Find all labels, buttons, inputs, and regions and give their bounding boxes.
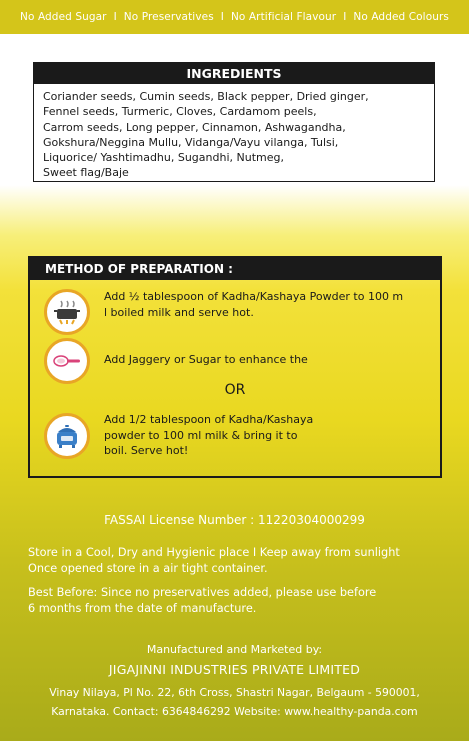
- method-step-3: [44, 413, 314, 459]
- method-step-3-text: [104, 412, 434, 459]
- manufacturer-label: Manufactured and Marketed by:: [146, 643, 323, 656]
- measuring-spoon-icon: [44, 338, 90, 384]
- fssai-license: FASSAI License Number : 11220304000299: [104, 513, 365, 527]
- or-label: OR: [224, 382, 246, 398]
- method-step-line: Add Jaggery or Sugar to enhance the: [104, 353, 308, 366]
- rice-cooker-icon: [44, 413, 90, 459]
- method-box: [28, 256, 442, 478]
- best-before: [28, 585, 458, 617]
- claim-separator: I: [343, 11, 347, 23]
- claims-bar: [0, 0, 469, 34]
- method-step-1: [44, 289, 404, 335]
- best-before-line: 6 months from the date of manufacture.: [28, 602, 257, 615]
- method-step-line: powder to 100 ml milk & bring it to: [104, 428, 298, 442]
- ingredients-list: [34, 84, 434, 186]
- method-step-1-text: [104, 289, 434, 320]
- ingredients-line: Coriander seeds, Cumin seeds, Black pepper, Dried ginger,: [43, 90, 369, 103]
- storage-line: Store in a Cool, Dry and Hygienic place I Keep away from sunlight: [28, 546, 400, 559]
- method-step-line: boil. Serve hot!: [104, 444, 189, 457]
- ingredients-line: Liquorice/ Yashtimadhu, Sugandhi, Nutmeg,: [43, 151, 284, 165]
- method-title: METHOD OF PREPARATION :: [30, 258, 440, 280]
- boiling-pot-icon: [44, 289, 90, 335]
- claim-separator: I: [113, 11, 117, 23]
- ingredients-line: Gokshura/Neggina Mullu, Vidanga/Vayu vilanga, Tulsi,: [43, 135, 339, 149]
- ingredients-line: Fennel seeds, Turmeric, Cloves, Cardamom peels,: [43, 105, 317, 119]
- claim-separator: I: [220, 11, 224, 23]
- claim-no-added-colours: No Added Colours: [353, 11, 449, 23]
- ingredients-line: Sweet flag/Baje: [43, 166, 129, 180]
- ingredients-box: [33, 62, 435, 182]
- claim-no-preservatives: No Preservatives: [123, 11, 214, 23]
- method-step-line: Add 1/2 tablespoon of Kadha/Kashaya: [104, 413, 314, 426]
- address-line: Vinay Nilaya, Pl No. 22, 6th Cross, Shastri Nagar, Belgaum - 590001,: [49, 686, 420, 699]
- storage-line: Once opened store in a air tight container.: [28, 562, 268, 575]
- method-step-line: Add ½ tablespoon of Kadha/Kashaya Powder to 100 m: [104, 290, 404, 303]
- claim-no-artificial-flavour: No Artificial Flavour: [230, 11, 337, 23]
- ingredients-line: Carrom seeds, Long pepper, Cinnamon, Ashwagandha,: [43, 120, 346, 134]
- claim-no-added-sugar: No Added Sugar: [20, 11, 107, 23]
- address-line: Karnataka. Contact: 6364846292 Website: www.healthy-panda.com: [51, 705, 418, 718]
- method-step-line: l boiled milk and serve hot.: [104, 305, 254, 319]
- ingredients-title: INGREDIENTS: [34, 63, 434, 84]
- company-name: JIGAJINNI INDUSTRIES PRIVATE LIMITED: [108, 662, 361, 677]
- storage-instructions: [28, 545, 458, 577]
- method-step-2: [44, 338, 308, 384]
- company-address: [0, 683, 469, 721]
- best-before-line: Best Before: Since no preservatives added, please use before: [28, 586, 377, 599]
- method-step-2-text: [104, 352, 434, 368]
